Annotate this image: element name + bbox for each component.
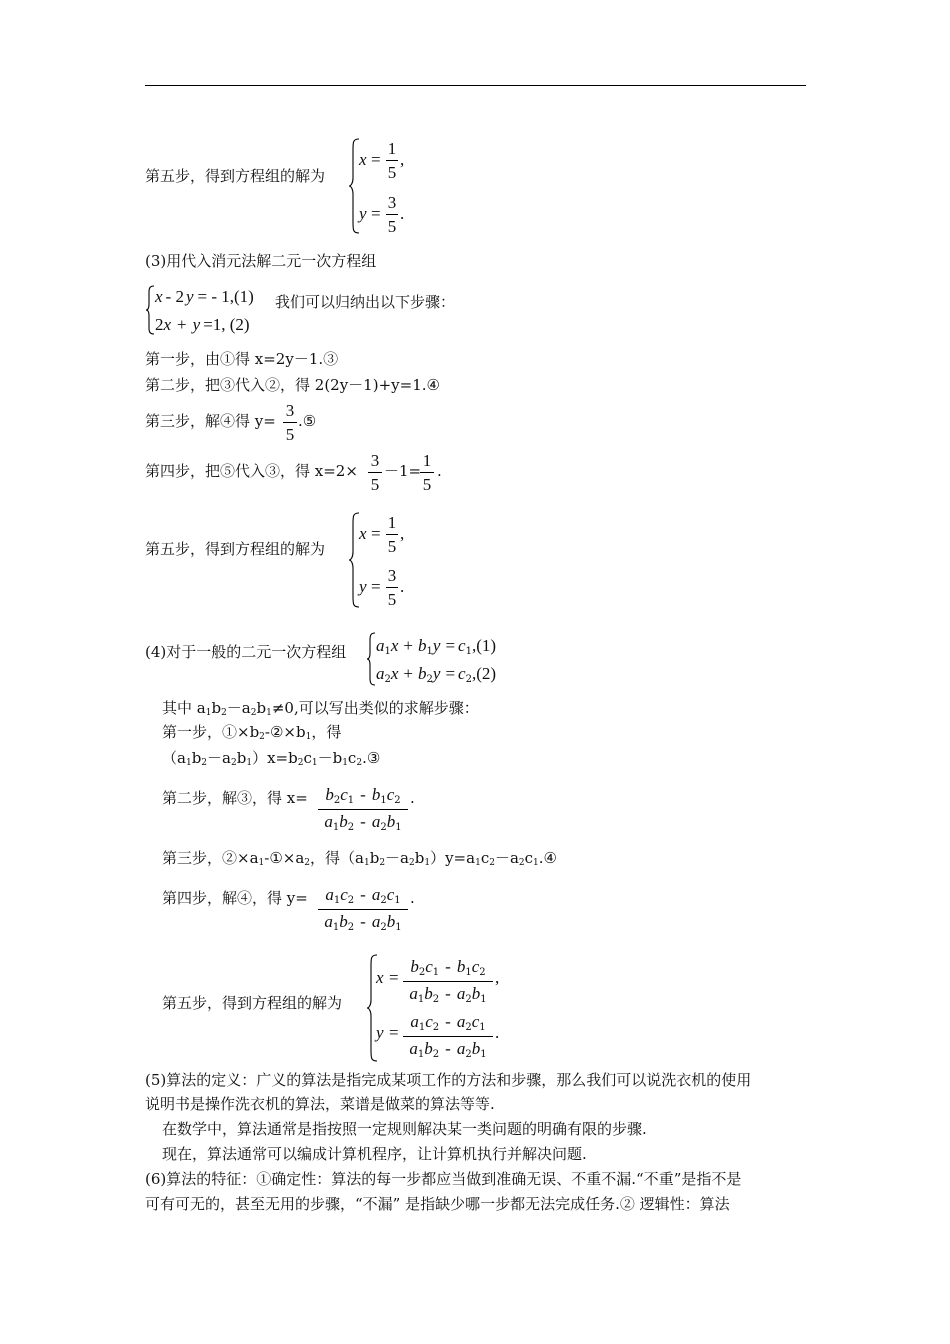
step5-label-b: 第五步，得到方程组的解为 — [145, 540, 326, 558]
sub: 1 — [363, 858, 370, 868]
minus: - — [445, 957, 451, 976]
sec3-step1: 第一步，由①得 x=2y－1.③ — [145, 350, 339, 368]
v: c — [471, 1012, 480, 1031]
var-x: x — [163, 315, 172, 334]
minus: - — [360, 812, 366, 831]
t: -①×a — [264, 849, 305, 867]
frac-1-5-step4 — [420, 452, 434, 493]
period-a: . — [400, 204, 405, 223]
t: ，得 — [311, 723, 342, 741]
frac-num — [403, 958, 493, 978]
sub: 2 — [465, 1049, 472, 1060]
sub: 1 — [332, 822, 340, 833]
coef: 2 — [155, 315, 164, 334]
sec6-line1: (6)算法的特征：①确定性：算法的每一步都应当做到准确无误、不重不漏.“不重”是指不是 — [145, 1170, 742, 1188]
sub: 1 — [432, 967, 440, 978]
sub: 2 — [297, 758, 304, 768]
frac-num: 1 — [387, 139, 397, 158]
sec3-step3-text: 第三步，解④得 y= — [145, 412, 276, 430]
t: ）y=a — [430, 849, 476, 867]
frac-3-5-a — [386, 194, 398, 235]
sub: 1 — [475, 858, 481, 868]
sub: 2 — [380, 822, 387, 833]
sub: 1 — [205, 708, 212, 718]
sub: 1 — [426, 646, 433, 657]
sys4-line2 — [376, 665, 496, 685]
comma-a: , — [400, 150, 405, 169]
v: c — [386, 885, 395, 904]
sec5-line4: 现在，算法通常可以编成计算机程序，让计算机执行并解决问题. — [162, 1145, 587, 1163]
var-y: y — [192, 315, 201, 334]
var-x: x — [155, 287, 163, 306]
sub: 2 — [221, 708, 227, 718]
sol-y-c: y — [376, 1023, 384, 1042]
minus: - — [360, 785, 366, 804]
sub: 1 — [480, 994, 487, 1005]
sol-x-c: x — [376, 968, 384, 987]
sec4-title: (4)对于一般的二元一次方程组 — [145, 643, 347, 661]
t: b — [191, 749, 202, 767]
v: c — [386, 785, 395, 804]
t: －a — [207, 749, 231, 767]
sec3-step4-mid: －1= — [384, 462, 422, 480]
t: －b — [317, 749, 343, 767]
frac-num — [318, 786, 408, 806]
frac-bar — [368, 472, 382, 473]
t: .④ — [538, 849, 557, 867]
header-rule — [145, 85, 806, 86]
frac-bar — [386, 587, 398, 588]
sub: 1 — [465, 646, 472, 657]
frac-bar — [386, 160, 398, 161]
v: c — [425, 1012, 433, 1031]
t: b — [211, 699, 222, 717]
sub: 2 — [489, 858, 495, 868]
sub: 2 — [418, 967, 426, 978]
t: c — [303, 749, 312, 767]
frac-y-solution — [403, 1013, 493, 1060]
var-x: x — [390, 636, 399, 655]
sub: 2 — [380, 895, 387, 906]
sub: 2 — [465, 994, 472, 1005]
t: 其中 a — [162, 699, 206, 717]
v: a — [371, 912, 381, 931]
t: 第三步，②×a — [162, 849, 259, 867]
v: a — [371, 812, 381, 831]
period-c: . — [495, 1023, 500, 1042]
var-b: b — [418, 664, 427, 683]
var-y: y — [432, 664, 441, 683]
plus: + — [177, 315, 187, 334]
eq: = — [445, 636, 456, 655]
frac-den: 5 — [422, 475, 432, 494]
sub: 1 — [395, 922, 402, 933]
sub: 1 — [395, 822, 402, 833]
frac-den: 5 — [387, 590, 397, 609]
sub: 2 — [465, 674, 472, 685]
t: c — [480, 849, 490, 867]
v: b — [339, 912, 348, 931]
sol-y-eq-b: = — [371, 577, 381, 596]
minus: - — [360, 912, 366, 931]
sub: 2 — [230, 758, 237, 768]
minus: - — [360, 885, 366, 904]
minus: - — [445, 1039, 451, 1058]
t: -②×b — [264, 723, 306, 741]
t: b — [414, 849, 425, 867]
sub: 1 — [347, 795, 355, 806]
coef: - 2 — [165, 287, 184, 306]
frac-den — [403, 985, 493, 1005]
frac-den: 5 — [387, 217, 397, 236]
sub: 2 — [432, 1049, 440, 1060]
sub: 2 — [333, 795, 341, 806]
t: 第一步，①×b — [162, 723, 260, 741]
v: c — [471, 957, 480, 976]
sec4-step2-period: . — [410, 789, 415, 807]
sub: 1 — [333, 895, 341, 906]
sys4-line1 — [376, 637, 496, 657]
frac-x-solution — [403, 958, 493, 1005]
t: ）x=b — [252, 749, 298, 767]
frac-num — [318, 886, 408, 906]
t: （a — [162, 749, 186, 767]
v: b — [386, 812, 396, 831]
sec4-step1 — [162, 725, 341, 742]
sol-y-eq-c: = — [389, 1023, 399, 1042]
sub: 2 — [347, 922, 355, 933]
sub: 2 — [304, 858, 311, 868]
sub: 1 — [246, 758, 253, 768]
frac-3-5-step3 — [283, 402, 297, 443]
v: a — [410, 1012, 419, 1031]
frac-den — [318, 813, 408, 833]
sec5-line2: 说明书是操作洗衣机的算法，菜谱是做菜的算法等等. — [145, 1095, 495, 1113]
minus: - — [445, 984, 451, 1003]
plus: + — [403, 664, 414, 683]
frac-num: 3 — [370, 451, 380, 470]
var-b: b — [418, 636, 427, 655]
sub: 1 — [185, 758, 192, 768]
t: ，得（a — [310, 849, 364, 867]
sys3-line2 — [155, 316, 250, 333]
v: a — [325, 885, 334, 904]
sub: 1 — [480, 1049, 487, 1060]
frac-bar — [403, 1036, 493, 1037]
t: b — [256, 699, 267, 717]
sec3-step4-period: . — [437, 462, 442, 480]
sub: 1 — [394, 895, 401, 906]
sec4-step2-text: 第二步，解③，得 x= — [162, 789, 308, 807]
sub: 2 — [432, 994, 440, 1005]
sec3-title: (3)用代入消元法解二元一次方程组 — [145, 252, 377, 270]
v: c — [340, 885, 348, 904]
sub: 1 — [258, 858, 265, 868]
sub: 1 — [479, 1022, 486, 1033]
frac-den: 5 — [387, 163, 397, 182]
sub: 1 — [465, 967, 472, 978]
v: a — [456, 984, 466, 1003]
sub: 1 — [417, 1049, 425, 1060]
sub: 1 — [311, 758, 318, 768]
v: c — [340, 785, 348, 804]
sub: 2 — [380, 922, 387, 933]
tag: ,(1) — [471, 636, 497, 655]
sub: 2 — [347, 895, 355, 906]
t: .③ — [362, 749, 381, 767]
sub: 2 — [379, 858, 386, 868]
sec4-condition — [162, 701, 479, 718]
eq: = — [445, 664, 456, 683]
sec4-step4-period: . — [410, 889, 415, 907]
frac-den — [318, 913, 408, 933]
frac-num: 3 — [285, 401, 295, 420]
frac-bar — [420, 472, 434, 473]
sec3-summary: 我们可以归纳出以下步骤： — [275, 293, 456, 311]
var-c: c — [458, 664, 466, 683]
sub: 2 — [479, 967, 486, 978]
sub: 1 — [266, 708, 272, 718]
frac-num: 3 — [387, 193, 397, 212]
sec6-line2: 可有可无的，甚至无用的步骤，“不漏” 是指缺少哪一步都无法完成任务.② 逻辑性：算法 — [145, 1195, 730, 1213]
frac-num: 1 — [387, 513, 397, 532]
v: b — [371, 785, 381, 804]
sol-x-eq-b: = — [371, 524, 381, 543]
sys3-brace — [145, 285, 155, 335]
t: c — [524, 849, 534, 867]
sub: 1 — [305, 732, 312, 742]
frac-bar — [318, 909, 408, 910]
sub: 2 — [384, 674, 391, 685]
frac-num: 1 — [422, 451, 432, 470]
v: a — [409, 984, 418, 1003]
period-b: . — [400, 577, 405, 596]
v: b — [410, 957, 419, 976]
frac-y-general — [318, 886, 408, 933]
t: b — [369, 849, 380, 867]
v: b — [424, 984, 433, 1003]
v: b — [471, 1039, 481, 1058]
frac-3-5-step4 — [368, 452, 382, 493]
sub: 1 — [533, 858, 539, 868]
plus: + — [403, 636, 414, 655]
v: c — [425, 957, 433, 976]
frac-bar — [403, 981, 493, 982]
sub: 2 — [394, 795, 401, 806]
frac-3-5-b — [386, 567, 398, 608]
sol-x-a: x — [359, 150, 367, 169]
sec3-step3-post: .⑤ — [298, 412, 317, 430]
v: a — [456, 1039, 466, 1058]
v: a — [371, 885, 381, 904]
comma-b: , — [400, 524, 405, 543]
sub: 2 — [432, 1022, 440, 1033]
sub: 2 — [201, 758, 208, 768]
sec5-line3: 在数学中，算法通常是指按照一定规则解决某一类问题的明确有限的步骤. — [162, 1120, 647, 1138]
sol-x-b: x — [359, 524, 367, 543]
frac-bar — [386, 214, 398, 215]
sub: 1 — [332, 922, 340, 933]
sub: 1 — [384, 646, 391, 657]
t: －a — [226, 699, 251, 717]
sub: 1 — [418, 1022, 426, 1033]
sub: 1 — [424, 858, 431, 868]
step5-label-a: 第五步，得到方程组的解为 — [145, 167, 326, 185]
sol-x-eq-c: = — [389, 968, 399, 987]
frac-bar — [318, 809, 408, 810]
rhs: = - 1,(1) — [197, 287, 254, 306]
sub: 2 — [356, 758, 363, 768]
frac-den: 5 — [370, 475, 380, 494]
sol-y-a: y — [359, 204, 367, 223]
t: c — [347, 749, 357, 767]
sec4-eq3 — [162, 751, 380, 768]
var-c: c — [458, 636, 466, 655]
frac-den: 5 — [285, 425, 295, 444]
v: b — [386, 912, 396, 931]
frac-bar — [386, 534, 398, 535]
v: a — [409, 1039, 418, 1058]
var-y: y — [432, 636, 441, 655]
sub: 1 — [342, 758, 348, 768]
v: b — [339, 812, 348, 831]
frac-num: 3 — [387, 566, 397, 585]
sec3-step4-text: 第四步，把⑤代入③，得 x=2× — [145, 462, 358, 480]
frac-den — [403, 1040, 493, 1060]
sub: 2 — [250, 708, 257, 718]
v: b — [424, 1039, 433, 1058]
sys4-brace — [366, 632, 376, 686]
v: b — [471, 984, 481, 1003]
frac-bar — [283, 422, 297, 423]
frac-x-general — [318, 786, 408, 833]
t: －a — [494, 849, 519, 867]
t: －a — [385, 849, 409, 867]
sub: 2 — [259, 732, 265, 742]
sub: 1 — [380, 795, 387, 806]
sec5-line1: (5)算法的定义：广义的算法是指完成某项工作的方法和步骤，那么我们可以说洗衣机的使用 — [145, 1071, 752, 1089]
sub: 2 — [347, 822, 355, 833]
minus: - — [445, 1012, 451, 1031]
sub: 2 — [409, 858, 415, 868]
sec3-step2: 第二步，把③代入②，得 2(2y－1)+y=1.④ — [145, 376, 440, 394]
sol-y-b: y — [359, 577, 367, 596]
sec4-step3 — [162, 851, 557, 868]
step5-label-c: 第五步，得到方程组的解为 — [162, 994, 343, 1012]
sec4-step4-text: 第四步，解④，得 y= — [162, 889, 308, 907]
var-y: y — [185, 287, 194, 306]
v: a — [324, 812, 333, 831]
rhs: =1, (2) — [203, 315, 250, 334]
frac-1-5-a — [386, 140, 398, 181]
v: a — [324, 912, 333, 931]
v: b — [325, 785, 334, 804]
frac-den: 5 — [387, 537, 397, 556]
frac-num — [403, 1013, 493, 1033]
sol-y-eq-a: = — [371, 204, 381, 223]
sub: 1 — [417, 994, 425, 1005]
sub: 2 — [518, 858, 525, 868]
sol-x-eq-a: = — [371, 150, 381, 169]
frac-1-5-b — [386, 514, 398, 555]
tag: ,(2) — [471, 664, 497, 683]
var-x: x — [390, 664, 399, 683]
v: b — [456, 957, 466, 976]
t: b — [236, 749, 247, 767]
var-a: a — [376, 636, 385, 655]
sys3-line1 — [155, 288, 254, 305]
t: ≠0,可以写出类似的求解步骤： — [271, 699, 479, 717]
v: a — [456, 1012, 466, 1031]
var-a: a — [376, 664, 385, 683]
sub: 2 — [426, 674, 433, 685]
comma-c: , — [495, 968, 500, 987]
sub: 2 — [465, 1022, 472, 1033]
